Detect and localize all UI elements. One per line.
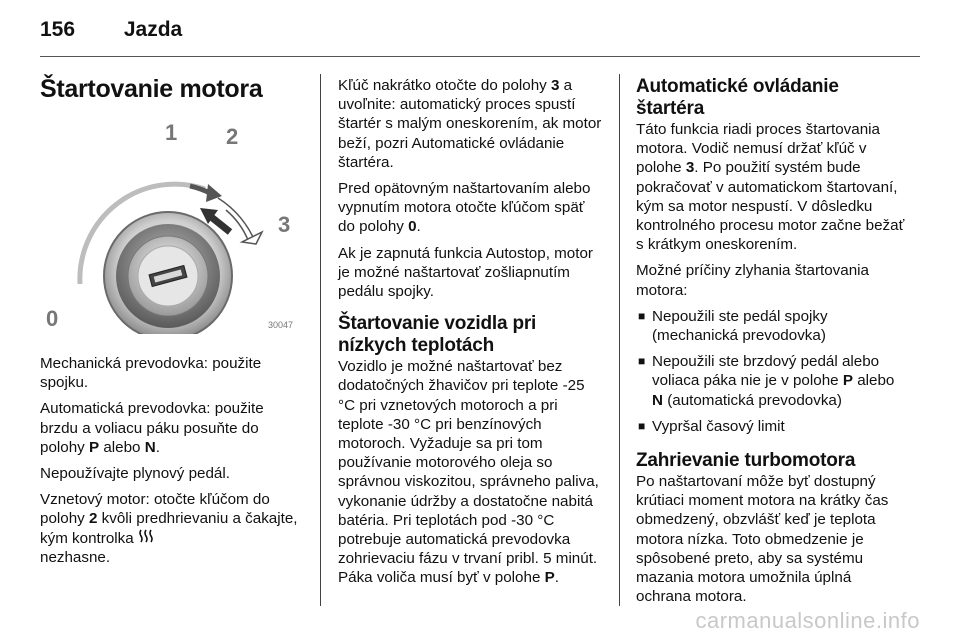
ignition-switch-illustration [40,114,302,334]
label-0: 0 [46,306,59,331]
turbo-text: Po naštartovaní môže byť dostupný krútiaci moment motora na krátky čas obmedzený, obzvlášť keď je teplota motora nízka. Toto obmedzenie je spôsobené preto, aby sa systému mazania motora umožnila úplná ochrana motora. [636,473,889,606]
header-rule [40,56,920,57]
label-2: 2 [226,124,239,149]
section-heading-auto-starter: Automatické ovládanie štartéra [636,76,839,119]
column-divider-1 [320,74,321,606]
glow-plug-icon [138,529,154,548]
column-1 [40,74,302,574]
column-3 [636,76,906,613]
label-3: 3 [278,212,291,237]
manual-gearbox-text: Mechanická prevodovka: použite spojku. [40,355,262,392]
failure-causes-intro: Možné príčiny zlyhania štartovania motora: [636,262,869,299]
diesel-text: Vznetový motor: otočte kľúčom do polohy 2 kvôli predhrievaniu a čakajte, kým kontrolka nezhasne. [40,491,298,566]
page-number: 156 [40,18,76,41]
low-temp-text: Vozidlo je možné naštartovať bez dodatočných žhavičov pri teplote -25 °C pri vznetových motoroch a pri teplote -30 °C pri benzínových motoroch. Vyžaduje sa pri tom používanie motorového oleja so správnou viskozitou, správneho paliva, vykonanie údržby a dostatočne nabitá batéria. Pri teplotách pod -30 °C potrebuje automatická prevodovka zohrievaciu fázu v trvaní pribl. 5 minút. Páka voliča musí byť v polohe P. [338,358,599,587]
column-divider-2 [619,74,620,606]
list-item: ■ Nepoužili ste brzdový pedál alebo voliaca páka nie je v polohe P alebo N (automatická prevodovka) [638,353,895,409]
autostop-text: Ak je zapnutá funkcia Autostop, motor je možné naštartovať zošliapnutím pedálu spojky. [338,244,593,301]
auto-starter-text: Táto funkcia riadi proces štartovania motora. Vodič nemusí držať kľúč v polohe 3. Po použití systém bude pokračovať v automatickom štartovaní, kým sa motor nespustí. V dôsledku kontrolného procesu motor začne bežať s krátkym oneskorením. [636,121,905,254]
key-position-3-text: Kľúč nakrátko otočte do polohy 3 a uvoľnite: automatický proces spustí štartér s malým oneskorením, ak motor beží, pozri Automatické ovládanie štartéra. [338,77,602,171]
watermark: carmanualsonline.info [695,608,920,633]
page-header [40,18,182,48]
automatic-gearbox-text: Automatická prevodovka: použite brzdu a voliacu páku posuňte do polohy P alebo N. [40,400,264,456]
section-heading-low-temp: Štartovanie vozidla pri nízkych teplotách [338,313,537,357]
ignition-figure [40,114,302,334]
label-1: 1 [165,120,178,145]
chapter-title: Jazda [123,18,183,41]
list-item: ■ Vypršal časový limit [638,417,785,435]
list-item: ■ Nepoužili ste pedál spojky (mechanická prevodovka) [638,307,828,345]
section-heading-turbo: Zahrievanie turbomotora [636,450,856,472]
column-2 [338,76,604,595]
pedal-text: Nepoužívajte plynový pedál. [40,465,230,483]
figure-id: 30047 [268,320,294,330]
restart-text: Pred opätovným naštartovaním alebo vypnutím motora otočte kľúčom späť do polohy 0. [338,180,591,236]
section-heading-starting: Štartovanie motora [40,75,263,103]
failure-causes-list [636,307,906,436]
